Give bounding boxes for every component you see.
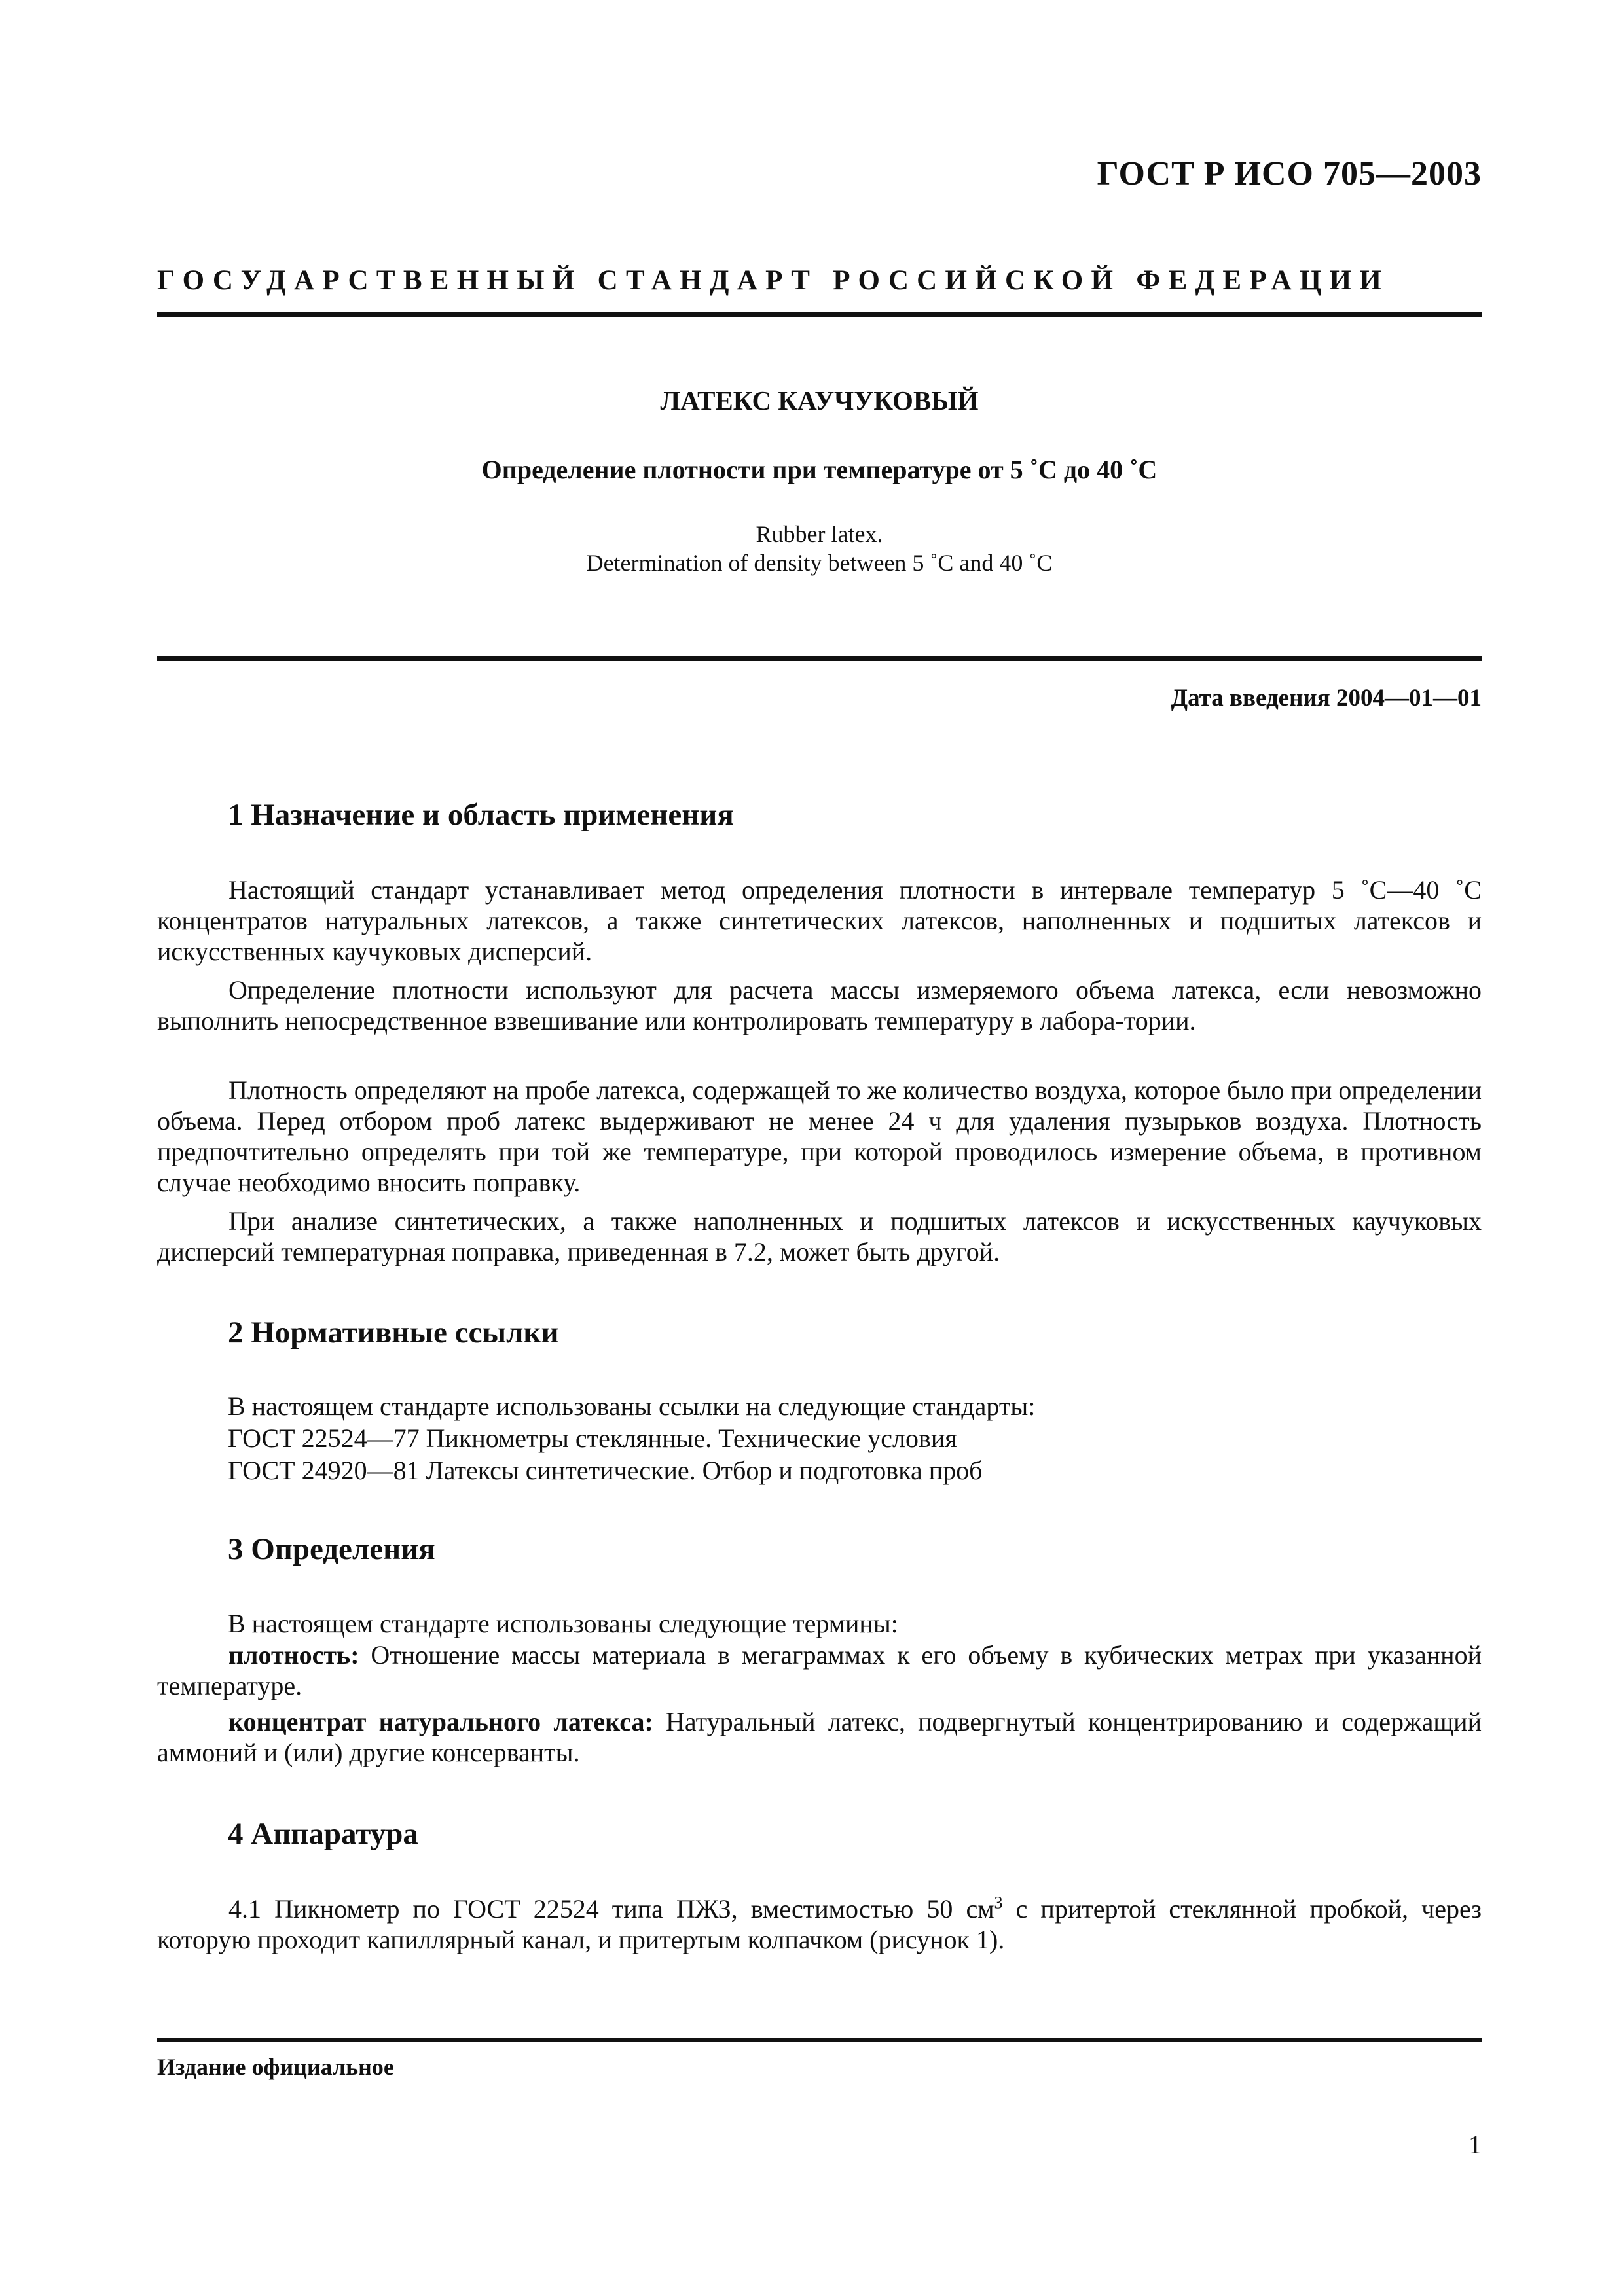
pycnometer-text-a: 4.1 Пикнометр по ГОСТ 22524 типа ПЖЗ, вместимостью 50 см: [228, 1894, 994, 1924]
term-latex-concentrate: концентрат натурального латекса:: [228, 1707, 653, 1736]
section-1-paragraph-2: Определение плотности используют для расчета массы измеряемого объема латекса, если невозможно выполнить непосредственное взвешивание или контролировать температуру в лабора-тории.: [157, 975, 1482, 1035]
title-rule: [157, 656, 1482, 661]
reference-gost-24920: ГОСТ 24920—81 Латексы синтетические. Отбор и подготовка проб: [228, 1456, 983, 1485]
document-subtitle: Определение плотности при температуре от 5 ˚С до 40 ˚С: [481, 455, 1158, 484]
definition-latex-concentrate: [157, 1706, 1482, 1768]
reference-gost-22524: ГОСТ 22524—77 Пикнометры стеклянные. Технические условия: [228, 1424, 957, 1453]
doc-number: ГОСТ Р ИСО 705—2003: [1097, 155, 1482, 192]
section-2-intro: В настоящем стандарте использованы ссылки на следующие стандарты:: [228, 1391, 1036, 1421]
english-title-line2: Determination of density between 5 ˚C and 40 ˚C: [586, 550, 1053, 576]
section-3-intro: В настоящем стандарте использованы следующие термины:: [228, 1609, 898, 1638]
definition-density-text: Отношение массы материала в мегаграммах к его объему в кубических метрах при указанной температуре.: [157, 1640, 1482, 1700]
section-1-paragraph-4: При анализе синтетических, а также наполненных и подшитых латексов и искусственных каучуковых дисперсий температурная поправка, приведенная в 7.2, может быть другой.: [157, 1206, 1482, 1266]
section-3-title: 3 Определения: [228, 1532, 435, 1566]
page-number: 1: [1468, 2130, 1482, 2159]
definition-latex-concentrate-text: Натуральный латекс, подвергнутый концентрированию и содержащий аммоний и (или) другие консерванты.: [157, 1707, 1482, 1767]
section-4-title: 4 Аппаратура: [228, 1817, 418, 1851]
section-1-paragraph-3: Плотность определяют на пробе латекса, содержащей то же количество воздуха, которое было при определении объема. Перед отбором проб латекс выдерживают не менее 24 ч для удаления пузырьков воздуха. Плотность предпочтительно определять при той же температуре, при которой проводилось измерение объема, в противном случае необходимо вносить поправку.: [157, 1075, 1482, 1197]
cubic-superscript: 3: [994, 1893, 1003, 1912]
english-title-line1: Rubber latex.: [756, 521, 883, 547]
footer-rule: [157, 2038, 1482, 2042]
section-1-title: 1 Назначение и область применения: [228, 798, 734, 832]
document-title: ЛАТЕКС КАУЧУКОВЫЙ: [660, 386, 979, 416]
section-1-paragraph-1: Настоящий стандарт устанавливает метод определения плотности в интервале температур 5 ˚С—40 ˚С концентратов натуральных латексов, а также синтетических латексов, наполненных и подшитых латексов и искусственных каучуковых дисперсий.: [157, 875, 1482, 966]
header-rule: [157, 312, 1482, 317]
section-4-paragraph-1: [157, 1893, 1482, 1955]
effective-date: Дата введения 2004—01—01: [1171, 685, 1482, 711]
pycnometer-text-b: с притертой стеклянной пробкой, через которую проходит капиллярный канал, и притертым колпачком (рисунок 1).: [157, 1894, 1482, 1954]
edition-label: Издание официальное: [157, 2054, 394, 2080]
definition-density: [157, 1640, 1482, 1701]
state-standard-heading: ГОСУДАРСТВЕННЫЙ СТАНДАРТ РОССИЙСКОЙ ФЕДЕРАЦИИ: [157, 265, 1390, 296]
section-2-title: 2 Нормативные ссылки: [228, 1316, 559, 1350]
term-density: плотность:: [228, 1640, 359, 1670]
